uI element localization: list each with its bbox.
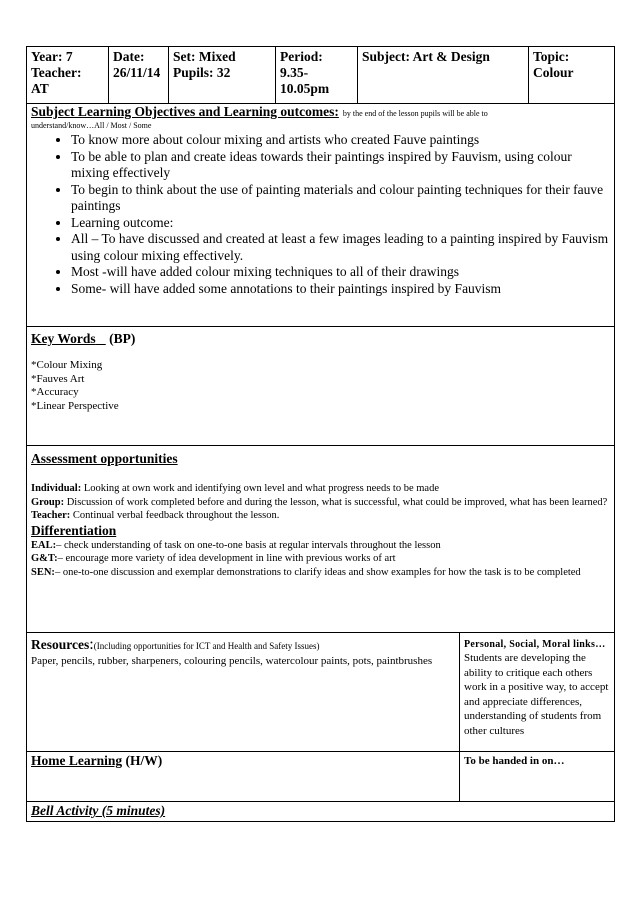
date-value: 26/11/14 xyxy=(113,65,161,80)
keywords-title: Key Words xyxy=(31,331,96,346)
list-item: *Fauves Art xyxy=(31,372,85,385)
topic-value: Colour xyxy=(533,65,574,80)
date-cell xyxy=(108,47,168,103)
objectives-title: Subject Learning Objectives and Learning outcomes: xyxy=(31,104,339,119)
home-learning-title: Home Learning xyxy=(31,753,123,768)
year-teacher-cell xyxy=(27,47,108,103)
group-text: Discussion of work completed before and during the lesson, what is successful, what could be improved, what has been learned? xyxy=(64,496,608,508)
period-end: 10.05pm xyxy=(280,81,330,96)
individual-text: Looking at own work and identifying own level and what progress needs to be made xyxy=(81,483,439,494)
header-row xyxy=(26,46,615,104)
bell-activity-cell xyxy=(27,802,614,821)
list-item: • Most -will have added colour mixing techniques to all of their drawings xyxy=(71,264,610,281)
eal-label: EAL: xyxy=(31,539,57,551)
sen-text: – one-to-one discussion and exemplar demonstrations to clarify ideas and show examples for how the task is to be completed xyxy=(54,566,581,578)
lesson-plan-table xyxy=(26,46,615,822)
eal-text: – check understanding of task on one-to-one basis at regular intervals throughout the lesson xyxy=(56,539,441,551)
period-start: 9.35- xyxy=(280,65,309,80)
resources-text: Paper, pencils, rubber, sharpeners, colouring pencils, watercolour paints, pots, paintbrushes xyxy=(31,655,433,667)
psm-title: Personal, Social, Moral links… xyxy=(464,639,606,650)
subject-label: Subject: Art & Design xyxy=(362,49,490,64)
assessment-title: Assessment opportunities xyxy=(31,451,178,466)
keywords-row xyxy=(26,327,615,446)
keywords-list xyxy=(31,359,610,413)
topic-label: Topic: xyxy=(533,49,570,64)
date-label: Date: xyxy=(113,49,145,64)
assessment-body xyxy=(31,482,610,579)
subject-cell xyxy=(357,47,528,103)
set-label: Set: Mixed xyxy=(173,49,236,64)
home-learning-tag: (H/W) xyxy=(122,753,163,768)
objectives-subnote: understand/know…All / Most / Some xyxy=(31,121,152,130)
group-label: Group: xyxy=(31,496,65,508)
list-item: • To begin to think about the use of painting materials and colour painting techniques for their fauve paintings xyxy=(71,182,610,215)
teacher-label: Teacher: xyxy=(31,65,82,80)
set-cell xyxy=(168,47,275,103)
pupils-label: Pupils: 32 xyxy=(173,65,231,80)
differentiation-title: Differentiation xyxy=(31,522,117,538)
gt-text: – encourage more variety of idea development in line with previous works of art xyxy=(57,553,396,564)
bell-activity-title: Bell Activity (5 minutes) xyxy=(31,803,166,818)
psm-cell xyxy=(459,633,614,751)
list-item: • All – To have discussed and created at least a few images leading to a painting inspired by Fauvism using colour mixing effectively. xyxy=(71,231,610,264)
assessment-row xyxy=(26,446,615,633)
objectives-row xyxy=(26,104,615,327)
handed-in-cell xyxy=(459,752,614,801)
resources-title: Resources xyxy=(31,637,90,652)
topic-cell xyxy=(528,47,614,103)
teacher-feedback-text: Continual verbal feedback throughout the lesson. xyxy=(70,510,280,521)
resources-cell: Resources:(Including opportunities for ICT and Health and Safety Issues) Paper, pencils, rubber, sharpeners, colouring pencils, watercolour paints, pots, paintbrushes xyxy=(27,633,459,751)
resources-note: (Including opportunities for ICT and Health and Safety Issues) xyxy=(93,641,320,651)
list-item: • To know more about colour mixing and artists who created Fauve paintings xyxy=(71,132,610,149)
resources-row xyxy=(26,633,615,752)
keywords-cell xyxy=(27,327,614,445)
period-label: Period: xyxy=(280,49,323,64)
bell-activity-row xyxy=(26,802,615,822)
objectives-list xyxy=(31,132,610,297)
list-item: • Learning outcome: xyxy=(71,215,610,232)
list-item: *Colour Mixing xyxy=(31,359,103,371)
year-label: Year: 7 xyxy=(31,49,73,64)
list-item: *Accuracy xyxy=(31,386,79,398)
objectives-title-note: by the end of the lesson pupils will be able to xyxy=(342,109,488,118)
list-item: • Some- will have added some annotations to their paintings inspired by Fauvism xyxy=(71,281,610,298)
individual-label: Individual: xyxy=(31,483,82,494)
home-learning-row xyxy=(26,752,615,802)
sen-label: SEN: xyxy=(31,566,55,578)
gt-label: G&T: xyxy=(31,553,58,564)
keywords-tag: (BP) xyxy=(109,331,136,346)
assessment-cell xyxy=(27,446,614,632)
psm-text: Students are developing the ability to critique each others work in a positive way, to accept and appreciate differences, understanding of students from other cultures xyxy=(464,652,609,737)
list-item: *Linear Perspective xyxy=(31,399,119,412)
objectives-cell xyxy=(27,104,614,326)
teacher-name: AT xyxy=(31,81,49,96)
list-item: • To be able to plan and create ideas towards their paintings inspired by Fauvism, using colour mixing effectively xyxy=(71,149,610,182)
handed-in-label: To be handed in on… xyxy=(464,755,565,767)
teacher-feedback-label: Teacher: xyxy=(31,510,71,521)
home-learning-cell xyxy=(27,752,459,801)
period-cell xyxy=(275,47,357,103)
